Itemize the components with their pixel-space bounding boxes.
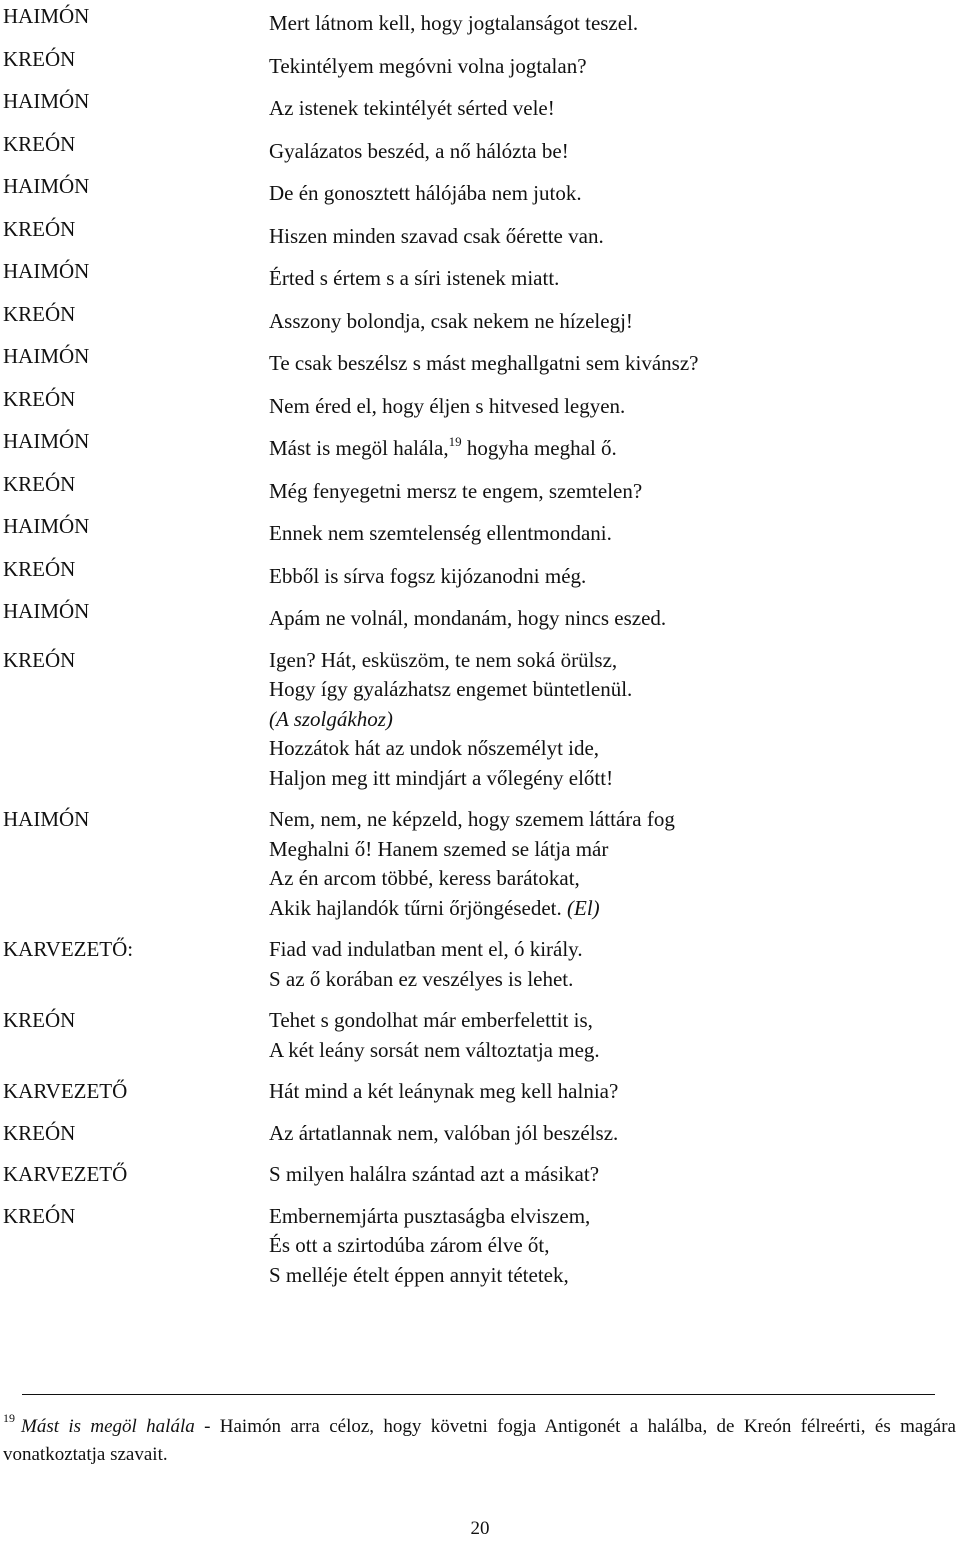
footnote-reference: 19 — [448, 434, 462, 449]
dialogue-entry — [0, 597, 960, 640]
speech — [269, 512, 960, 555]
stage-direction-text: (A szolgákhoz) — [269, 706, 393, 731]
speaker-name: KREÓN — [3, 131, 76, 156]
verse-line — [269, 894, 960, 924]
verse-line: S milyen halálra szántad azt a másikat? — [269, 1162, 600, 1186]
dialogue-entry — [0, 45, 960, 88]
verse-line — [269, 427, 960, 470]
verse-line: A két leány sorsát nem változtatja meg. — [269, 1037, 600, 1062]
dialogue-entry — [0, 470, 960, 513]
speaker-name: KREÓN — [3, 471, 76, 496]
speaker-name: HAIMÓN — [3, 89, 90, 113]
verse-line: Te csak beszélsz s mást meghallgatni sem kivánsz? — [269, 351, 699, 375]
footnote — [3, 1404, 956, 1469]
verse-line: Tehet s gondolhat már emberfelettit is, — [269, 1008, 593, 1032]
speech — [269, 1202, 960, 1291]
speaker-name: KREÓN — [3, 301, 76, 326]
speaker-name: HAIMÓN — [3, 599, 90, 623]
dialogue-entry — [0, 1077, 960, 1107]
stage-direction — [269, 705, 960, 735]
speaker-name: KARVEZETŐ — [3, 1162, 128, 1186]
dialogue-entry — [0, 300, 960, 343]
footnote-quote: Mást is megöl halála — [21, 1416, 195, 1437]
verse-line: Az én arcom többé, keress barátokat, — [269, 866, 580, 890]
verse-line: Asszony bolondja, csak nekem ne hízelegj! — [269, 308, 633, 333]
verse-line: És ott a szirtodúba zárom élve őt, — [269, 1233, 550, 1257]
speaker-name: KARVEZETŐ: — [3, 937, 134, 961]
dialogue-entry — [0, 646, 960, 794]
verse-line: Meghalni ő! Hanem szemed se látja már — [269, 836, 609, 861]
page-number: 20 — [470, 1518, 490, 1539]
footnote-text: - Haimón arra céloz, hogy követni fogja Antigonét a halálba, de Kreón félreérti, és magára vonatkoztatja szavait. — [3, 1416, 956, 1465]
dialogue-entry — [0, 257, 960, 300]
verse-line: Tekintélyem megóvni volna jogtalan? — [269, 53, 587, 78]
speech — [269, 470, 960, 513]
dialogue-entry — [0, 805, 960, 923]
speech — [269, 1077, 960, 1107]
stage-direction-exit: (El) — [567, 895, 600, 920]
verse-text: Mást is megöl halála, — [269, 436, 449, 460]
speech — [269, 45, 960, 88]
speech — [269, 935, 960, 994]
verse-line: Fiad vad indulatban ment el, ó király. — [269, 937, 583, 961]
verse-line: Hát mind a két leánynak meg kell halnia? — [269, 1079, 619, 1103]
verse-text: hogyha meghal ő. — [461, 436, 617, 460]
verse-line: Nem éred el, hogy éljen s hitvesed legyen. — [269, 393, 626, 418]
dialogue-entry — [0, 87, 960, 130]
dialogue — [0, 2, 960, 1290]
verse-line: S melléje ételt éppen annyit tétetek, — [269, 1262, 569, 1287]
speech — [269, 342, 960, 385]
speaker-name: KREÓN — [3, 1008, 76, 1032]
verse-line: Érted s értem s a síri istenek miatt. — [269, 266, 560, 290]
dialogue-entry — [0, 172, 960, 215]
verse-line: Igen? Hát, esküszöm, te nem soká örülsz, — [269, 647, 618, 672]
dialogue-entry — [0, 935, 960, 994]
verse-line: Hiszen minden szavad csak őérette van. — [269, 223, 604, 248]
speech — [269, 1119, 960, 1149]
speech — [269, 300, 960, 343]
speech — [269, 427, 960, 470]
footnote-separator — [22, 1394, 935, 1395]
verse-line: Ebből is sírva fogsz kijózanodni még. — [269, 563, 587, 588]
speech — [269, 130, 960, 173]
speech — [269, 555, 960, 598]
speech — [269, 1160, 960, 1190]
dialogue-entry — [0, 1202, 960, 1291]
speaker-name: HAIMÓN — [3, 344, 90, 368]
speech — [269, 597, 960, 640]
speaker-name: KREÓN — [3, 46, 76, 71]
dialogue-entry — [0, 512, 960, 555]
dialogue-entry — [0, 2, 960, 45]
verse-line: Ennek nem szemtelenség ellentmondani. — [269, 521, 612, 545]
speaker-name: KREÓN — [3, 1203, 76, 1228]
verse-line: Haljon meg itt mindjárt a vőlegény előtt! — [269, 765, 614, 790]
dialogue-entry — [0, 215, 960, 258]
speaker-name: KREÓN — [3, 386, 76, 411]
verse-line: S az ő korában ez veszélyes is lehet. — [269, 966, 574, 991]
verse-line: De én gonosztett hálójába nem jutok. — [269, 181, 582, 205]
verse-line: Az istenek tekintélyét sérted vele! — [269, 96, 555, 120]
verse-line: Mert látnom kell, hogy jogtalanságot teszel. — [269, 11, 639, 35]
speaker-name: HAIMÓN — [3, 4, 90, 28]
dialogue-entry — [0, 1119, 960, 1149]
speaker-name: HAIMÓN — [3, 429, 90, 453]
dialogue-entry — [0, 427, 960, 470]
speech — [269, 172, 960, 215]
dialogue-entry — [0, 555, 960, 598]
speaker-name: KREÓN — [3, 216, 76, 241]
footnote-number: 19 — [3, 1411, 15, 1425]
dialogue-entry — [0, 385, 960, 428]
speech — [269, 2, 960, 45]
speech — [269, 385, 960, 428]
speaker-name: KREÓN — [3, 647, 76, 672]
speech — [269, 257, 960, 300]
speaker-name: HAIMÓN — [3, 514, 90, 538]
speaker-name: HAIMÓN — [3, 259, 90, 283]
speaker-name: KARVEZETŐ — [3, 1079, 128, 1103]
verse-line: Még fenyegetni mersz te engem, szemtelen? — [269, 478, 643, 503]
verse-text: Akik hajlandók tűrni őrjöngésedet. — [269, 895, 562, 920]
speech — [269, 215, 960, 258]
dialogue-entry — [0, 1006, 960, 1065]
verse-line: Nem, nem, ne képzeld, hogy szemem láttára fog — [269, 807, 675, 831]
speech — [269, 87, 960, 130]
speaker-name: HAIMÓN — [3, 807, 90, 831]
verse-line: Gyalázatos beszéd, a nő hálózta be! — [269, 138, 569, 163]
speaker-name: HAIMÓN — [3, 174, 90, 198]
dialogue-entry — [0, 130, 960, 173]
speech — [269, 1006, 960, 1065]
verse-line: Hogy így gyalázhatsz engemet büntetlenül. — [269, 677, 633, 701]
speaker-name: KREÓN — [3, 556, 76, 581]
verse-line: Apám ne volnál, mondanám, hogy nincs eszed. — [269, 606, 667, 630]
speech — [269, 805, 960, 923]
verse-line: Az ártatlannak nem, valóban jól beszélsz. — [269, 1120, 619, 1145]
verse-line: Embernemjárta pusztaságba elviszem, — [269, 1203, 591, 1228]
verse-line: Hozzátok hát az undok nőszemélyt ide, — [269, 736, 600, 760]
speaker-name: KREÓN — [3, 1120, 76, 1145]
dialogue-entry — [0, 342, 960, 385]
speech — [269, 646, 960, 794]
dialogue-entry — [0, 1160, 960, 1190]
